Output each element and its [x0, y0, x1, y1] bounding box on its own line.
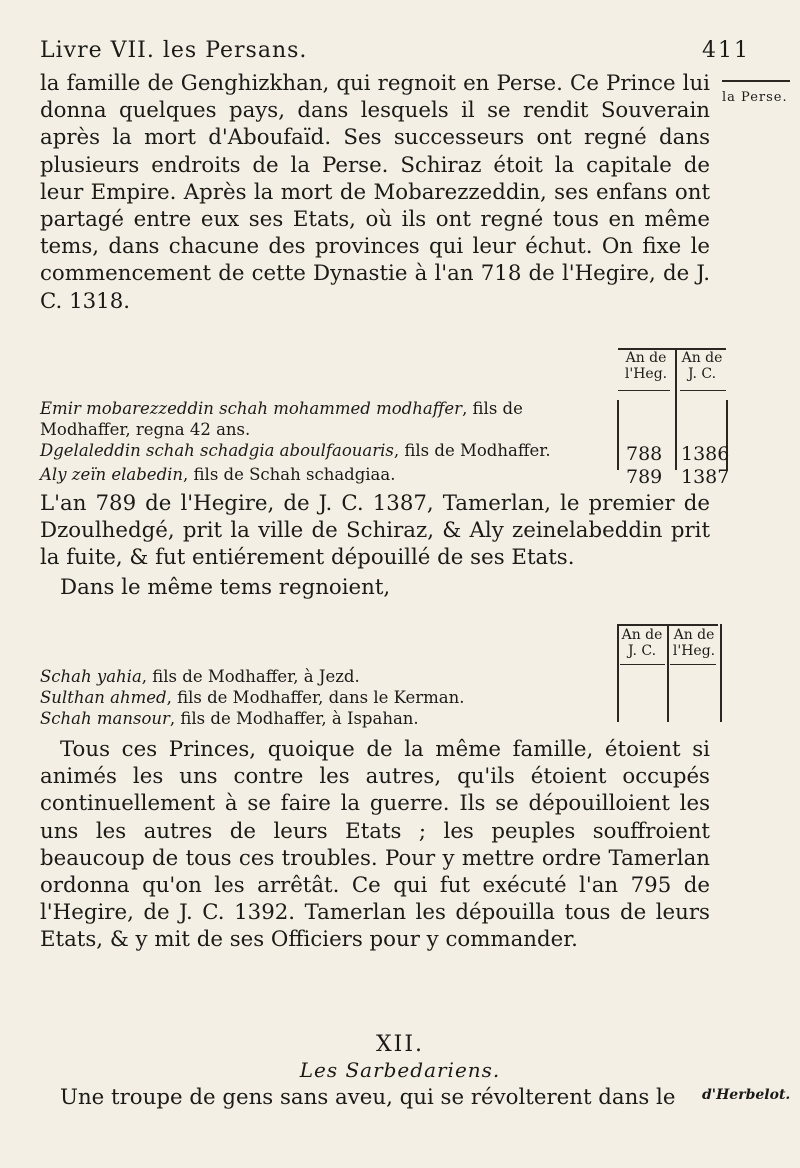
ruler-detail: , fils de Modhaffer, à Ispahan.	[169, 709, 419, 728]
year-jc: 1387	[681, 466, 730, 488]
ruler-detail: , fils de Modhaffer.	[393, 441, 551, 460]
header-underline	[620, 664, 665, 665]
section-title: Les Sarbedariens.	[299, 1058, 501, 1082]
ruler-detail: , fils de Modhaffer, à Jezd.	[141, 667, 360, 686]
ruler-name: Sulthan ahmed	[40, 688, 167, 707]
year-hegira: 789	[626, 466, 663, 488]
ruler-detail: , fils de Schah schadgiaa.	[183, 465, 396, 484]
paragraph-5: Une troupe de gens sans aveu, qui se révolterent dans le	[60, 1085, 676, 1110]
year-hegira: 788	[626, 443, 663, 465]
table-row	[40, 708, 605, 729]
table-dynasty-rulers	[40, 348, 730, 488]
col-header-heg: An de l'Heg.	[624, 350, 668, 382]
table-row	[40, 687, 605, 708]
header-underline	[618, 390, 670, 391]
running-title: Livre VII. les Persans.	[40, 38, 308, 63]
ruler-detail: , fils de Modhaffer, regna 42 ans.	[40, 399, 523, 439]
ruler-name: Schah mansour	[40, 709, 170, 728]
page-number: 411	[702, 38, 750, 63]
margin-rule	[722, 80, 790, 82]
ruler-name: Aly zeïn elabedin	[40, 465, 184, 484]
col-header-jc: An de J. C.	[681, 350, 723, 382]
paragraph-1: la famille de Genghizkhan, qui regnoit en Perse. Ce Prince lui donna quelques pays, dans lesquels il se rendit Souverain après la mort d'Aboufaïd. Ses successeurs ont regné dans plusieurs endroits de la Perse. Schiraz étoit la capitale de leur Empire. Après la mort de Mobarezzeddin, ses enfans ont partagé entre eux ses Etats, où ils ont regné tous en même tems, dans chacune des provinces qui leur échut. On fixe le commencement de cette Dynastie à l'an 718 de l'Hegire, de J. C. 1318.	[40, 71, 710, 314]
ruler-name: Dgelaleddin schah schadgia aboulfaouaris	[40, 441, 394, 460]
ruler-name: Emir mobarezzeddin schah mohammed modhaffer	[40, 399, 463, 418]
table-column-rule	[675, 348, 677, 470]
table-row	[40, 464, 605, 485]
col-header-heg: An de l'Heg.	[672, 627, 716, 659]
header-underline	[670, 664, 716, 665]
running-header	[40, 38, 750, 63]
year-jc: 1386	[681, 443, 730, 465]
paragraph-3: Dans le même tems regnoient,	[60, 575, 391, 600]
col-header-jc: An de J. C.	[621, 627, 663, 659]
paragraph-2: L'an 789 de l'Hegire, de J. C. 1387, Tamerlan, le premier de Dzoulhedgé, prit la ville de Schiraz, & Aly zeinelabeddin prit la fuite, & fut entiérement dépouillé de ses Etats.	[40, 491, 710, 571]
table-column-rule	[667, 624, 669, 722]
table-row	[40, 666, 605, 687]
margin-source-note: d'Herbelot.	[702, 1087, 791, 1103]
table-column-rule	[720, 624, 722, 722]
ruler-detail: , fils de Modhaffer, dans le Kerman.	[166, 688, 465, 707]
paragraph-4: Tous ces Princes, quoique de la même famille, étoient si animés les uns contre les autres, qu'ils étoient occupés continuellement à se faire la guerre. Ils se dépouilloient les uns les autres de leurs Etats ; les peuples souffroient beaucoup de tous ces troubles. Pour y mettre ordre Tamerlan ordonna qu'on les arrêtât. Ce qui fut exécuté l'an 795 de l'Hegire, de J. C. 1392. Tamerlan les dépouilla tous de leurs Etats, & y mit de ses Officiers pour y commander.	[40, 737, 710, 953]
table-contemporary-princes	[40, 624, 716, 744]
table-row	[40, 440, 605, 461]
header-underline	[680, 390, 726, 391]
table-row	[40, 398, 605, 440]
section-number: XII.	[375, 1032, 425, 1057]
margin-topic: la Perse.	[722, 90, 788, 105]
ruler-name: Schah yahia	[40, 667, 142, 686]
table-column-rule	[617, 400, 619, 470]
